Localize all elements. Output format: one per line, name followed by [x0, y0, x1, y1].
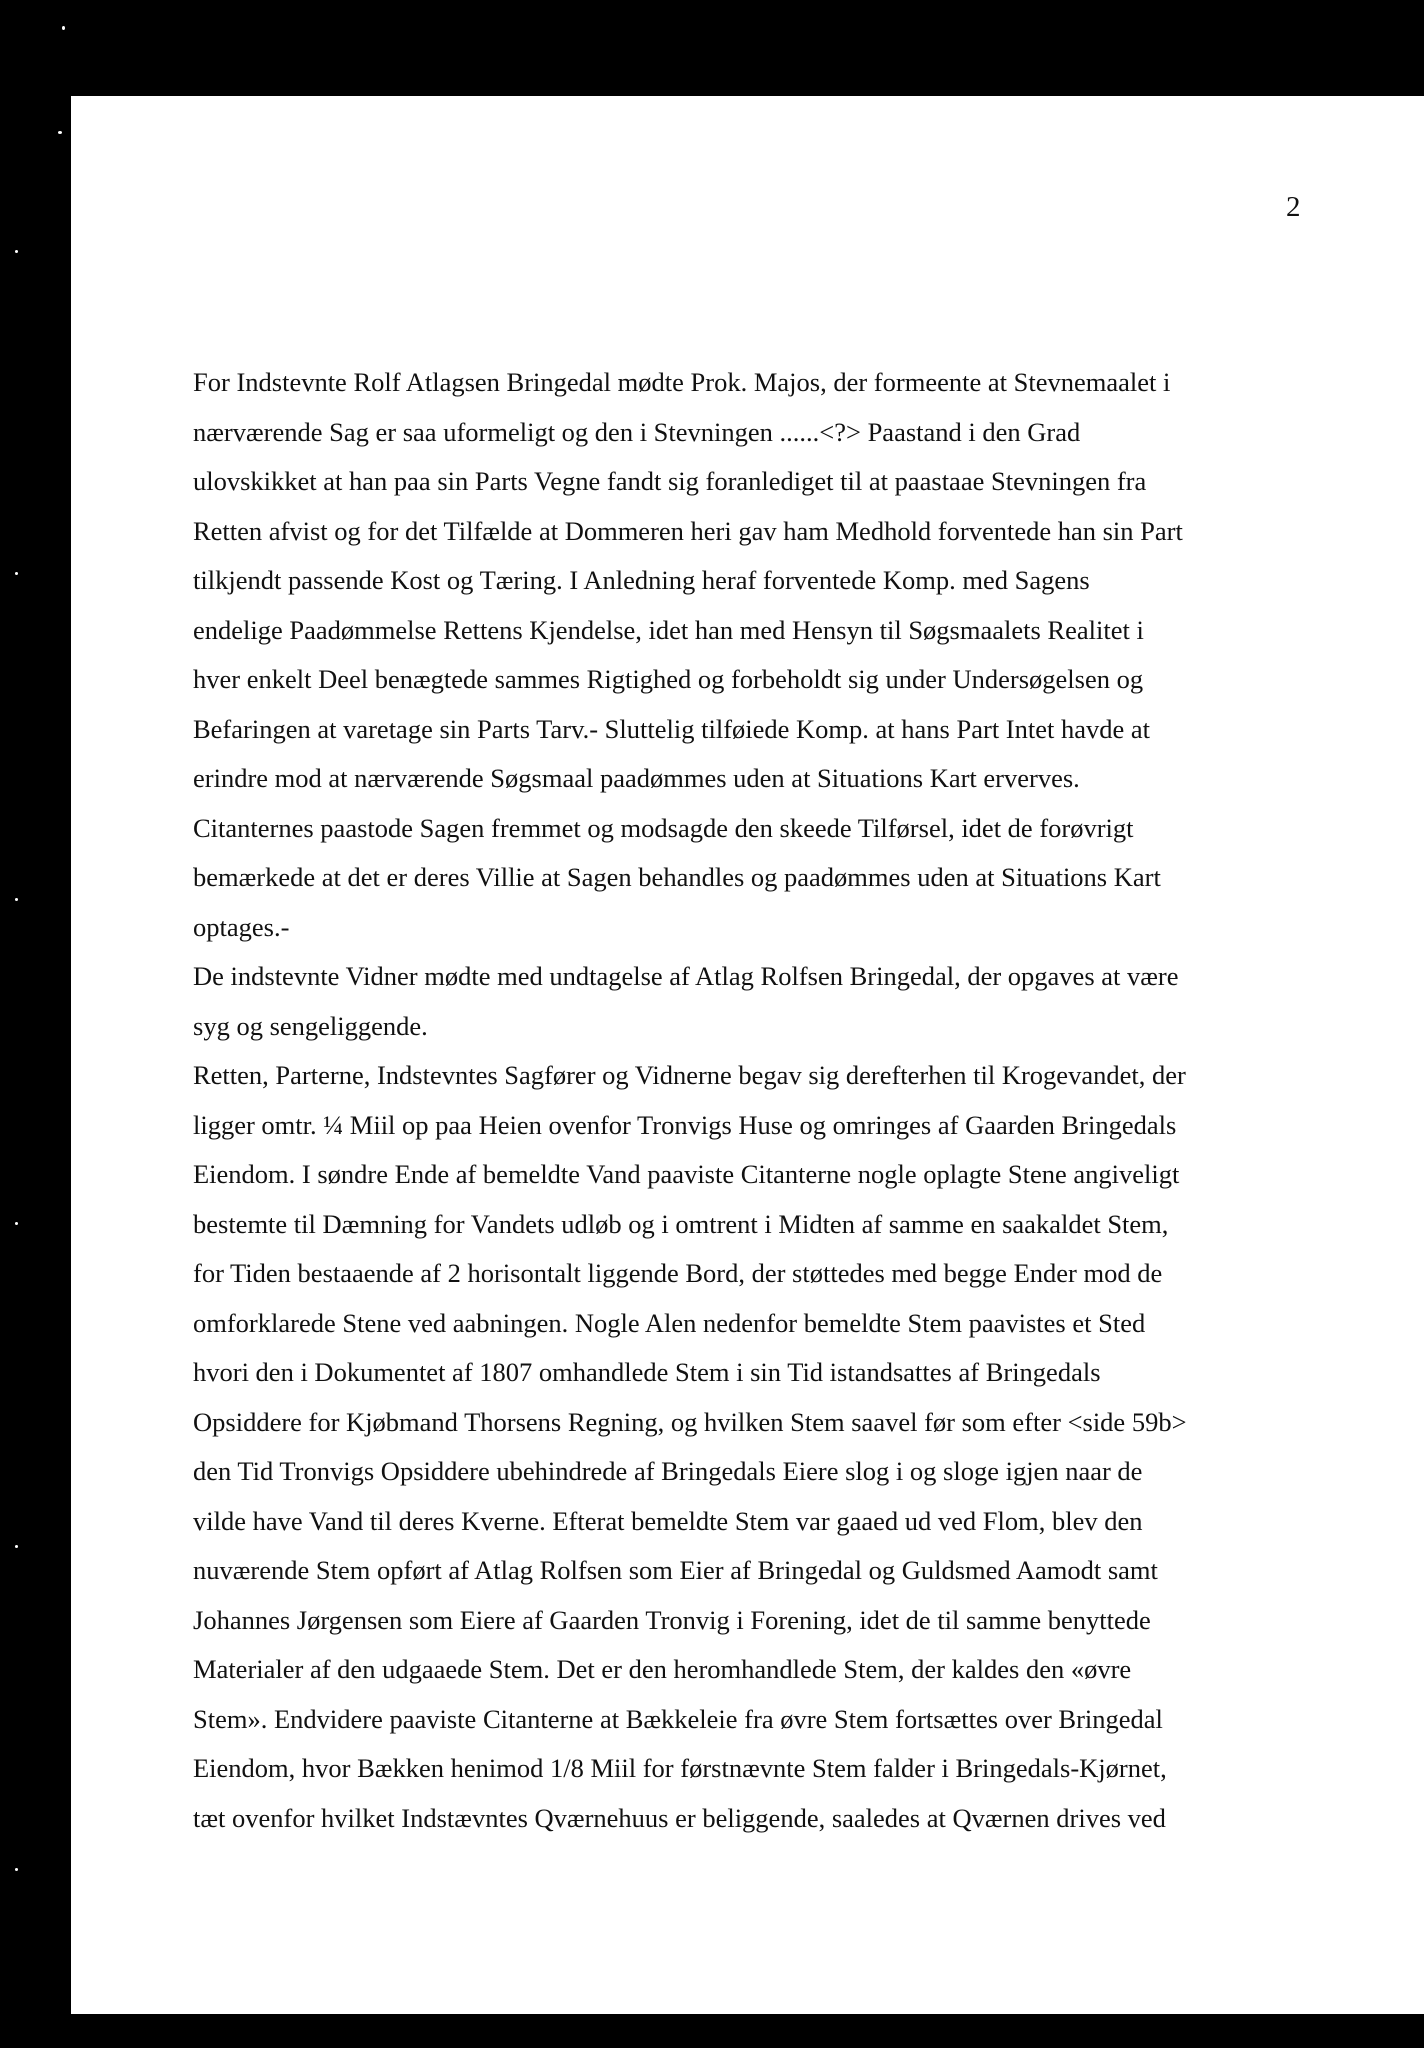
text-line: erindre mod at nærværende Søgsmaal paadømmes uden at Situations Kart erverves. — [193, 763, 1080, 793]
text-line: tilkjendt passende Kost og Tæring. I Anledning heraf forventede Komp. med Sagens — [193, 565, 1090, 595]
scan-speck — [15, 250, 18, 253]
text-line: omforklarede Stene ved aabningen. Nogle Alen nedenfor bemeldte Stem paavistes et Sted — [193, 1308, 1146, 1338]
text-line: hvori den i Dokumentet af 1807 omhandlede Stem i sin Tid istandsattes af Bringedals — [193, 1357, 1101, 1387]
text-line: Eiendom, hvor Bækken henimod 1/8 Miil for førstnævnte Stem falder i Bringedals-Kjørnet, — [193, 1753, 1167, 1783]
scan-speck — [62, 26, 65, 30]
text-line: Retten afvist og for det Tilfælde at Dommeren heri gav ham Medhold forventede han sin Part — [193, 516, 1183, 546]
scan-speck — [58, 131, 62, 134]
scan-speck — [15, 1545, 18, 1548]
text-line: Eiendom. I søndre Ende af bemeldte Vand paaviste Citanterne nogle oplagte Stene angiveligt — [193, 1159, 1180, 1189]
scan-speck — [15, 898, 18, 901]
text-line: den Tid Tronvigs Opsiddere ubehindrede af Bringedals Eiere slog i og sloge igjen naar de — [193, 1456, 1143, 1486]
text-line: nuværende Stem opført af Atlag Rolfsen som Eier af Bringedal og Guldsmed Aamodt samt — [193, 1555, 1158, 1585]
text-line: vilde have Vand til deres Kverne. Efterat bemeldte Stem var gaaed ud ved Flom, blev den — [193, 1506, 1143, 1536]
text-line: Opsiddere for Kjøbmand Thorsens Regning, og hvilken Stem saavel før som efter <side 59b> — [193, 1407, 1187, 1437]
document-page — [71, 96, 1424, 2014]
scan-speck — [15, 572, 18, 575]
scan-speck — [15, 1868, 18, 1871]
text-line: Stem». Endvidere paaviste Citanterne at Bækkeleie fra øvre Stem fortsættes over Bringedal — [193, 1704, 1163, 1734]
text-line: bemærkede at det er deres Villie at Sagen behandles og paadømmes uden at Situations Kart — [193, 862, 1161, 892]
text-line: tæt ovenfor hvilket Indstævntes Qværnehuus er beliggende, saaledes at Qværnen drives ved — [193, 1803, 1166, 1833]
text-line: ulovskikket at han paa sin Parts Vegne fandt sig foranlediget til at paastaae Stevningen fra — [193, 466, 1147, 496]
text-line: optages.- — [193, 912, 290, 942]
text-line: syg og sengeliggende. — [193, 1011, 428, 1041]
text-line: endelige Paadømmelse Rettens Kjendelse, idet han med Hensyn til Søgsmaalets Realitet i — [193, 615, 1144, 645]
text-line: For Indstevnte Rolf Atlagsen Bringedal mødte Prok. Majos, der formeente at Stevnemaalet i — [193, 367, 1171, 397]
text-line: for Tiden bestaaende af 2 horisontalt liggende Bord, der støttedes med begge Ender mod de — [193, 1258, 1163, 1288]
text-line: Befaringen at varetage sin Parts Tarv.- Sluttelig tilføiede Komp. at hans Part Intet havde at — [193, 714, 1151, 744]
text-line: De indstevnte Vidner mødte med undtagelse af Atlag Rolfsen Bringedal, der opgaves at være — [193, 961, 1179, 991]
text-line: bestemte til Dæmning for Vandets udløb og i omtrent i Midten af samme en saakaldet Stem, — [193, 1209, 1169, 1239]
text-line: Retten, Parterne, Indstevntes Sagfører og Vidnerne begav sig derefterhen til Krogevandet, der — [193, 1060, 1186, 1090]
text-line: Johannes Jørgensen som Eiere af Gaarden Tronvig i Forening, idet de til samme benyttede — [193, 1605, 1151, 1635]
text-line: ligger omtr. ¼ Miil op paa Heien ovenfor Tronvigs Huse og omringes af Gaarden Bringedals — [193, 1110, 1177, 1140]
text-line: Citanternes paastode Sagen fremmet og modsagde den skeede Tilførsel, idet de forøvrigt — [193, 813, 1134, 843]
scan-speck — [15, 1222, 18, 1225]
page-number: 2 — [1286, 191, 1301, 223]
text-line: Materialer af den udgaaede Stem. Det er den heromhandlede Stem, der kaldes den «øvre — [193, 1654, 1132, 1684]
text-line: nærværende Sag er saa uformeligt og den i Stevningen ......<?> Paastand i den Grad — [193, 417, 1081, 447]
text-line: hver enkelt Deel benægtede sammes Rigtighed og forbeholdt sig under Undersøgelsen og — [193, 664, 1144, 694]
